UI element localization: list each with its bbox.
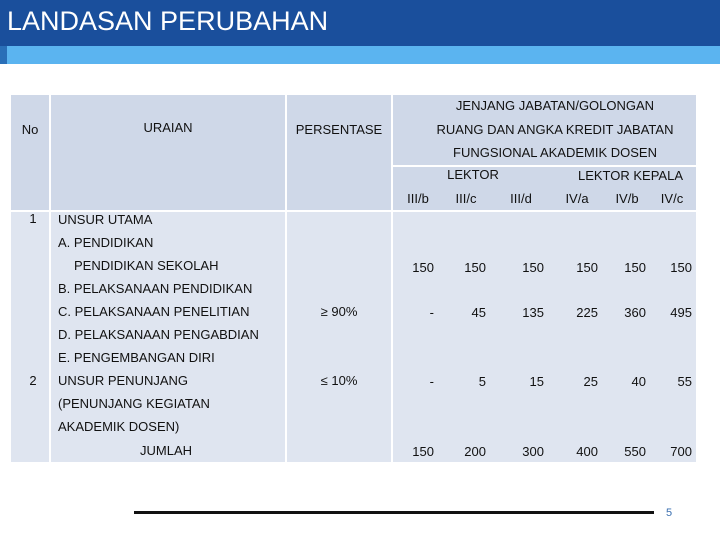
uraian-pelaksanaan-penelitian: C. PELAKSANAAN PENELITIAN — [58, 304, 250, 319]
header-lektor-kepala: LEKTOR KEPALA — [577, 168, 683, 183]
value-utama-iii-b: - — [429, 305, 434, 320]
value-jumlah-iii-c: 200 — [464, 444, 486, 459]
grade-iv-c: IV/c — [660, 191, 684, 206]
value-utama-iv-a: 225 — [576, 305, 598, 320]
value-jumlah-iv-b: 550 — [624, 444, 646, 459]
uraian-pelaksanaan-pendidikan: B. PELAKSANAAN PENDIDIKAN — [58, 281, 253, 296]
footer-divider — [134, 511, 654, 514]
header-no-bg — [11, 95, 49, 210]
header-jenjang-line1: JENJANG JABATAN/GOLONGAN — [455, 98, 655, 113]
uraian-penunjang-kegiatan: (PENUNJANG KEGIATAN — [58, 396, 210, 411]
uraian-jumlah: JUMLAH — [140, 443, 193, 458]
uraian-unsur-utama: UNSUR UTAMA — [58, 212, 153, 227]
persen-utama: ≥ 90% — [320, 304, 358, 319]
value-sekolah-iii-b: 150 — [412, 260, 434, 275]
col-persentase-bg — [287, 212, 391, 462]
slide-title: LANDASAN PERUBAHAN — [7, 6, 329, 36]
header-uraian: URAIAN — [143, 120, 193, 135]
value-penunjang-iii-c: 5 — [478, 374, 486, 389]
value-sekolah-iii-c: 150 — [464, 260, 486, 275]
value-penunjang-iv-a: 25 — [583, 374, 598, 389]
value-utama-iii-d: 135 — [522, 305, 544, 320]
row-no-2: 2 — [29, 373, 37, 388]
value-jumlah-iii-d: 300 — [522, 444, 544, 459]
uraian-akademik-dosen: AKADEMIK DOSEN) — [58, 419, 180, 434]
uraian-pengembangan-diri: E. PENGEMBANGAN DIRI — [58, 350, 215, 365]
grade-iii-d: III/d — [510, 191, 532, 206]
value-penunjang-iii-d: 15 — [529, 374, 544, 389]
uraian-unsur-penunjang: UNSUR PENUNJANG — [58, 373, 189, 388]
value-jumlah-iii-b: 150 — [412, 444, 434, 459]
persen-penunjang: ≤ 10% — [320, 373, 358, 388]
value-penunjang-iv-b: 40 — [631, 374, 646, 389]
value-utama-iv-c: 495 — [670, 305, 692, 320]
value-sekolah-iv-c: 150 — [670, 260, 692, 275]
header-uraian-bg — [51, 95, 285, 210]
row-no-1: 1 — [29, 211, 37, 226]
value-penunjang-iii-b: - — [429, 374, 434, 389]
header-lektor: LEKTOR — [447, 167, 499, 182]
grade-iv-a: IV/a — [565, 191, 589, 206]
header-persentase-bg — [287, 95, 391, 210]
col-no-bg — [11, 212, 49, 462]
grade-iii-b: III/b — [407, 191, 429, 206]
header-persentase: PERSENTASE — [295, 122, 383, 137]
grade-iii-c: III/c — [455, 191, 477, 206]
value-sekolah-iv-b: 150 — [624, 260, 646, 275]
uraian-pendidikan-sekolah: PENDIDIKAN SEKOLAH — [74, 258, 219, 273]
value-penunjang-iv-c: 55 — [677, 374, 692, 389]
grade-iv-b: IV/b — [615, 191, 639, 206]
uraian-pelaksanaan-pengabdian: D. PELAKSANAAN PENGABDIAN — [58, 327, 259, 342]
header-jenjang-line3: FUNGSIONAL AKADEMIK DOSEN — [453, 145, 657, 160]
value-utama-iii-c: 45 — [471, 305, 486, 320]
header-jenjang-line2: RUANG DAN ANGKA KREDIT JABATAN — [436, 122, 674, 137]
value-utama-iv-b: 360 — [624, 305, 646, 320]
page-number: 5 — [666, 507, 673, 519]
value-jumlah-iv-a: 400 — [576, 444, 598, 459]
value-sekolah-iv-a: 150 — [576, 260, 598, 275]
uraian-pendidikan: A. PENDIDIKAN — [58, 235, 154, 250]
col-values-bg — [393, 212, 696, 462]
value-sekolah-iii-d: 150 — [522, 260, 544, 275]
value-jumlah-iv-c: 700 — [670, 444, 692, 459]
header-no: No — [21, 122, 39, 137]
